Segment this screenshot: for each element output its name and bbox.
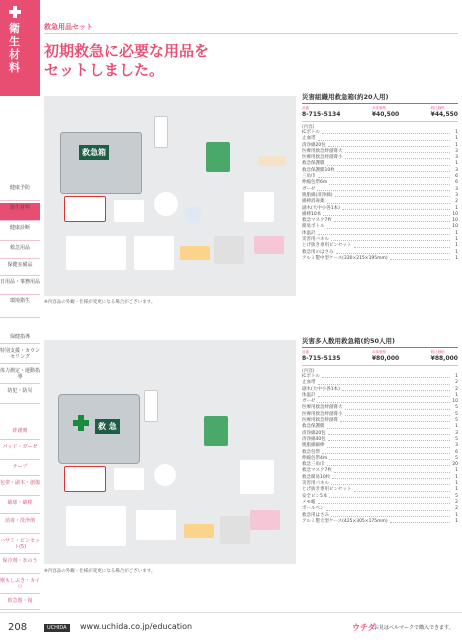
- item-name: 清浄綿40包: [302, 436, 326, 442]
- item-name: 救急用はさみ: [302, 512, 329, 518]
- supply-item: [214, 236, 244, 264]
- item-qty: 5: [455, 411, 458, 417]
- item-name: 災害用パネル: [302, 237, 329, 243]
- code-label: 品番: [302, 350, 309, 354]
- leader-dots: [317, 399, 450, 403]
- item-qty: 2: [455, 380, 458, 386]
- product-block-2: [302, 336, 458, 525]
- sidebar-item[interactable]: 日用品・事務用品: [0, 277, 40, 295]
- page-headline: [44, 42, 209, 80]
- sidebar-item[interactable]: 包帯・副木・創傷: [0, 478, 40, 496]
- product-block-1: [302, 92, 458, 262]
- sidebar-item[interactable]: 保健室備品: [0, 260, 40, 276]
- leader-dots: [323, 212, 450, 216]
- footer-url[interactable]: www.uchida.co.jp/education: [80, 622, 193, 631]
- leader-dots: [327, 443, 451, 447]
- header-divider: [44, 33, 458, 34]
- sidebar-item[interactable]: 衛生材料: [0, 203, 40, 221]
- contents-heading: (内容): [302, 125, 315, 130]
- leader-dots: [318, 380, 451, 384]
- item-qty: 1: [455, 136, 458, 142]
- leader-dots: [329, 180, 450, 184]
- leader-dots: [318, 393, 451, 397]
- item-name: 医療用救急絆創膏大: [302, 148, 343, 154]
- item-name: 救急マスク7枚: [302, 468, 332, 474]
- leader-dots: [322, 450, 450, 454]
- leader-dots: [354, 487, 451, 491]
- supply-item: [114, 468, 144, 490]
- item-name: 救急保護膜10枚: [302, 167, 335, 173]
- item-qty: 3: [455, 192, 458, 198]
- sidebar-item[interactable]: 環境衛生: [0, 296, 40, 318]
- sidebar-item[interactable]: 絆創膏: [0, 426, 40, 440]
- product-photo-2: [44, 340, 296, 564]
- item-name: 医療用救急絆創膏: [302, 418, 338, 424]
- leader-dots: [331, 481, 450, 485]
- photo-caption-2: ※内容品の外観・仕様が変更になる場合がございます。: [44, 569, 156, 574]
- item-qty: 1: [455, 230, 458, 236]
- leader-dots: [326, 506, 450, 510]
- item-qty: 5: [455, 418, 458, 424]
- sidebar-item[interactable]: 喉もしぶき・カイロ: [0, 576, 40, 594]
- leader-dots: [329, 456, 450, 460]
- sidebar-item[interactable]: 防犯・防災: [0, 386, 40, 404]
- leader-dots: [334, 468, 450, 472]
- leader-dots: [390, 256, 450, 260]
- contents-list: [302, 365, 458, 525]
- item-name: 救急用のはさみ: [302, 249, 334, 255]
- leader-dots: [332, 475, 450, 479]
- item-name: ガーゼ: [302, 399, 316, 405]
- brand-logo: UCHIDA: [44, 624, 70, 632]
- sidebar-item[interactable]: 保冷剤・氷のう: [0, 556, 40, 574]
- item-qty: 5: [455, 436, 458, 442]
- sidebar-item[interactable]: 健康予防: [0, 183, 40, 201]
- item-qty: 3: [455, 443, 458, 449]
- item-name: ガーゼ: [302, 186, 316, 192]
- supply-item: [144, 390, 158, 422]
- footer-divider: [0, 612, 462, 613]
- item-name: 災害用パネル: [302, 481, 329, 487]
- leader-dots: [327, 161, 451, 165]
- leader-dots: [334, 218, 450, 222]
- case-label: 救 急: [95, 419, 120, 434]
- leader-dots: [318, 174, 451, 178]
- item-qty: 1: [455, 205, 458, 211]
- leader-dots: [318, 500, 451, 504]
- leader-dots: [327, 199, 451, 203]
- sidebar-item[interactable]: 体力測定・運動指導: [0, 366, 40, 384]
- price-label: 本体価格: [371, 106, 386, 110]
- uchida-logo: ウチダ: [352, 623, 376, 632]
- item-name: 救急三角巾: [302, 462, 325, 468]
- item-qty: 10: [452, 211, 458, 217]
- sidebar-item[interactable]: 健康診断: [0, 223, 40, 241]
- item-name: 清浄綿20包: [302, 142, 326, 148]
- leader-dots: [337, 168, 450, 172]
- contents-heading: (内容): [302, 369, 315, 374]
- item-name: 副木(大中小各1本): [302, 386, 340, 392]
- item-name: 脱脂綿(清浄綿): [302, 192, 333, 198]
- sidebar: [0, 0, 40, 610]
- supply-item: [66, 506, 126, 546]
- item-qty: 1: [455, 255, 458, 261]
- item-name: 伸縮包帯6m: [302, 180, 328, 186]
- item-name: 体温計: [302, 392, 316, 398]
- supply-item: [258, 156, 286, 166]
- product-code: 8-715-5135: [302, 355, 341, 362]
- supply-item: [220, 516, 250, 544]
- sidebar-item[interactable]: 保健指導: [0, 332, 40, 344]
- supply-item: [254, 236, 284, 254]
- item-qty: 10: [452, 399, 458, 405]
- leader-dots: [322, 130, 450, 134]
- item-name: メモ帳: [302, 499, 316, 505]
- page-number: 208: [8, 622, 28, 633]
- item-name: ICボトル: [302, 130, 320, 135]
- item-name: ICボトル: [302, 374, 320, 379]
- supply-item: [64, 196, 106, 222]
- item-name: 救急マスク7枚: [302, 218, 332, 224]
- item-name: 安全ピン5本: [302, 493, 328, 499]
- leader-dots: [345, 412, 451, 416]
- headline-line-1: 初期救急に必要な用品を: [44, 42, 210, 60]
- item-name: 止血帯: [302, 380, 316, 386]
- sidebar-item[interactable]: 特別支援・カウンセリング: [0, 346, 40, 364]
- list-item: [302, 256, 458, 262]
- item-name: アルミ製中型ケース(330×215×195mm): [302, 255, 388, 261]
- supply-item: [184, 524, 214, 538]
- photo-caption-1: ※内容品の外観・仕様が変更になる場合がございます。: [44, 300, 156, 305]
- leader-dots: [328, 431, 450, 435]
- product-tax-price: ¥88,000: [430, 355, 458, 362]
- item-qty: 1: [455, 424, 458, 430]
- item-qty: 10: [452, 224, 458, 230]
- item-qty: 1: [455, 243, 458, 249]
- sidebar-item[interactable]: 救急用品: [0, 243, 40, 259]
- item-qty: 3: [455, 430, 458, 436]
- contents-list: [302, 121, 458, 262]
- item-qty: 1: [455, 142, 458, 148]
- item-qty: 1: [455, 161, 458, 167]
- category-title: 衛生材料: [9, 22, 20, 74]
- item-name: とげ抜き専用ピンセット: [302, 243, 352, 249]
- leader-dots: [327, 424, 451, 428]
- leader-dots: [345, 149, 451, 153]
- item-name: 簡易ボトル: [302, 224, 325, 230]
- item-name: 清浄綿20包: [302, 430, 326, 436]
- item-qty: 1: [455, 249, 458, 255]
- supply-item: [66, 236, 126, 270]
- item-qty: 2: [455, 199, 458, 205]
- item-name: 伸縮包帯4m: [302, 455, 328, 461]
- item-qty: 1: [455, 468, 458, 474]
- leader-dots: [345, 155, 451, 159]
- leader-dots: [345, 405, 451, 409]
- product-code: 8-715-5134: [302, 111, 341, 118]
- supply-item: [154, 116, 168, 148]
- leader-dots: [322, 374, 450, 378]
- leader-dots: [342, 206, 450, 210]
- supply-item: [206, 142, 230, 172]
- sidebar-item[interactable]: パッド・ガーゼ: [0, 442, 40, 460]
- footer-note: お見はベルマークで購入できます。: [374, 625, 454, 631]
- item-name: とげ抜き専用ピンセット: [302, 487, 352, 493]
- item-qty: 6: [455, 180, 458, 186]
- leader-dots: [317, 187, 450, 191]
- sidebar-item[interactable]: テープ: [0, 462, 40, 476]
- supply-item: [64, 466, 106, 492]
- item-name: 体温計: [302, 230, 316, 236]
- leader-dots: [335, 193, 450, 197]
- leader-dots: [329, 494, 450, 498]
- leader-dots: [318, 231, 451, 235]
- supply-item: [154, 464, 176, 486]
- item-qty: 1: [455, 487, 458, 493]
- leader-dots: [336, 250, 451, 254]
- item-name: 三角巾: [302, 174, 316, 180]
- product-tax-price: ¥44,550: [430, 111, 458, 118]
- price-row: [302, 106, 458, 118]
- item-qty: 2: [455, 386, 458, 392]
- item-qty: 2: [455, 506, 458, 512]
- supply-item: [136, 510, 176, 540]
- item-qty: 1: [455, 512, 458, 518]
- product-title: 災害多人数用救急箱(約50人用): [302, 336, 458, 348]
- item-name: 救急包帯: [302, 449, 320, 455]
- supply-item: [154, 192, 178, 216]
- leader-dots: [390, 519, 450, 523]
- item-qty: 3: [455, 186, 458, 192]
- product-title: 災害組織用救急箱(約20人用): [302, 92, 458, 104]
- leader-dots: [327, 224, 451, 228]
- item-qty: 5: [455, 493, 458, 499]
- item-name: 脱脂綿綿棒: [302, 443, 325, 449]
- supply-item: [180, 246, 210, 260]
- code-label: 品番: [302, 106, 309, 110]
- item-name: 救急保護膜: [302, 161, 325, 167]
- item-qty: 1: [455, 518, 458, 524]
- leader-dots: [318, 136, 451, 140]
- item-qty: 6: [455, 174, 458, 180]
- category-header: [0, 0, 40, 96]
- product-price: ¥80,000: [371, 355, 400, 362]
- supply-item: [250, 510, 280, 530]
- price-label: 本体価格: [371, 350, 386, 354]
- sidebar-item[interactable]: 綿球・綿棒: [0, 498, 40, 514]
- item-qty: 3: [455, 167, 458, 173]
- leader-dots: [328, 437, 450, 441]
- leader-dots: [328, 143, 450, 147]
- item-qty: 1: [455, 374, 458, 379]
- sidebar-item[interactable]: 消毒・洗浄剤: [0, 516, 40, 534]
- list-item: [302, 519, 458, 525]
- item-name: 救急簡易10枚: [302, 474, 331, 480]
- item-qty: 1: [455, 130, 458, 135]
- leader-dots: [342, 387, 450, 391]
- item-qty: 1: [455, 392, 458, 398]
- case-label: 救急箱: [79, 145, 109, 160]
- first-aid-case: [60, 132, 142, 194]
- item-name: 綿棒消毒薬: [302, 199, 325, 205]
- tax-price-label: 税込価格: [430, 106, 445, 110]
- plus-icon: [9, 6, 21, 18]
- supply-item: [240, 460, 274, 494]
- supply-item: [244, 192, 274, 222]
- item-qty: 1: [455, 481, 458, 487]
- product-photo-1: [44, 96, 296, 296]
- item-qty: 6: [455, 449, 458, 455]
- item-name: 医療用救急絆創膏小: [302, 411, 343, 417]
- first-aid-case: [58, 394, 140, 464]
- item-name: 止血帯: [302, 136, 316, 142]
- item-qty: 5: [455, 455, 458, 461]
- sidebar-item[interactable]: ハサミ・ピンセット(5): [0, 536, 40, 554]
- supply-item: [114, 200, 144, 222]
- item-name: 医療用救急絆創膏大: [302, 405, 343, 411]
- tax-price-label: 税込価格: [430, 350, 445, 354]
- first-aid-cross-icon: [73, 415, 89, 431]
- leader-dots: [340, 418, 450, 422]
- item-name: 綿棒10本: [302, 211, 322, 217]
- section-label: 救急用品セット: [44, 23, 93, 31]
- headline-line-2: セットしました。: [44, 61, 165, 79]
- sidebar-item[interactable]: 救急器・箱: [0, 596, 40, 610]
- leader-dots: [331, 237, 450, 241]
- product-price: ¥40,500: [371, 111, 400, 118]
- leader-dots: [354, 243, 451, 247]
- supply-item: [134, 236, 174, 270]
- supply-item: [204, 416, 228, 446]
- item-qty: 1: [455, 474, 458, 480]
- item-qty: 3: [455, 155, 458, 161]
- item-qty: 5: [455, 405, 458, 411]
- item-qty: 2: [455, 499, 458, 505]
- item-qty: 1: [455, 237, 458, 243]
- item-qty: 20: [452, 462, 458, 468]
- leader-dots: [327, 462, 451, 466]
- leader-dots: [331, 513, 450, 517]
- item-name: アルミ製大型ケース(425×305×175mm): [302, 518, 388, 524]
- item-name: 副木(大中小各1本): [302, 205, 340, 211]
- supply-item: [184, 206, 202, 224]
- item-name: 医療用救急絆創膏小: [302, 155, 343, 161]
- item-qty: 3: [455, 148, 458, 154]
- item-name: 救急保護膜: [302, 424, 325, 430]
- item-qty: 10: [452, 218, 458, 224]
- item-name: ボールペン: [302, 506, 325, 512]
- price-row: [302, 350, 458, 362]
